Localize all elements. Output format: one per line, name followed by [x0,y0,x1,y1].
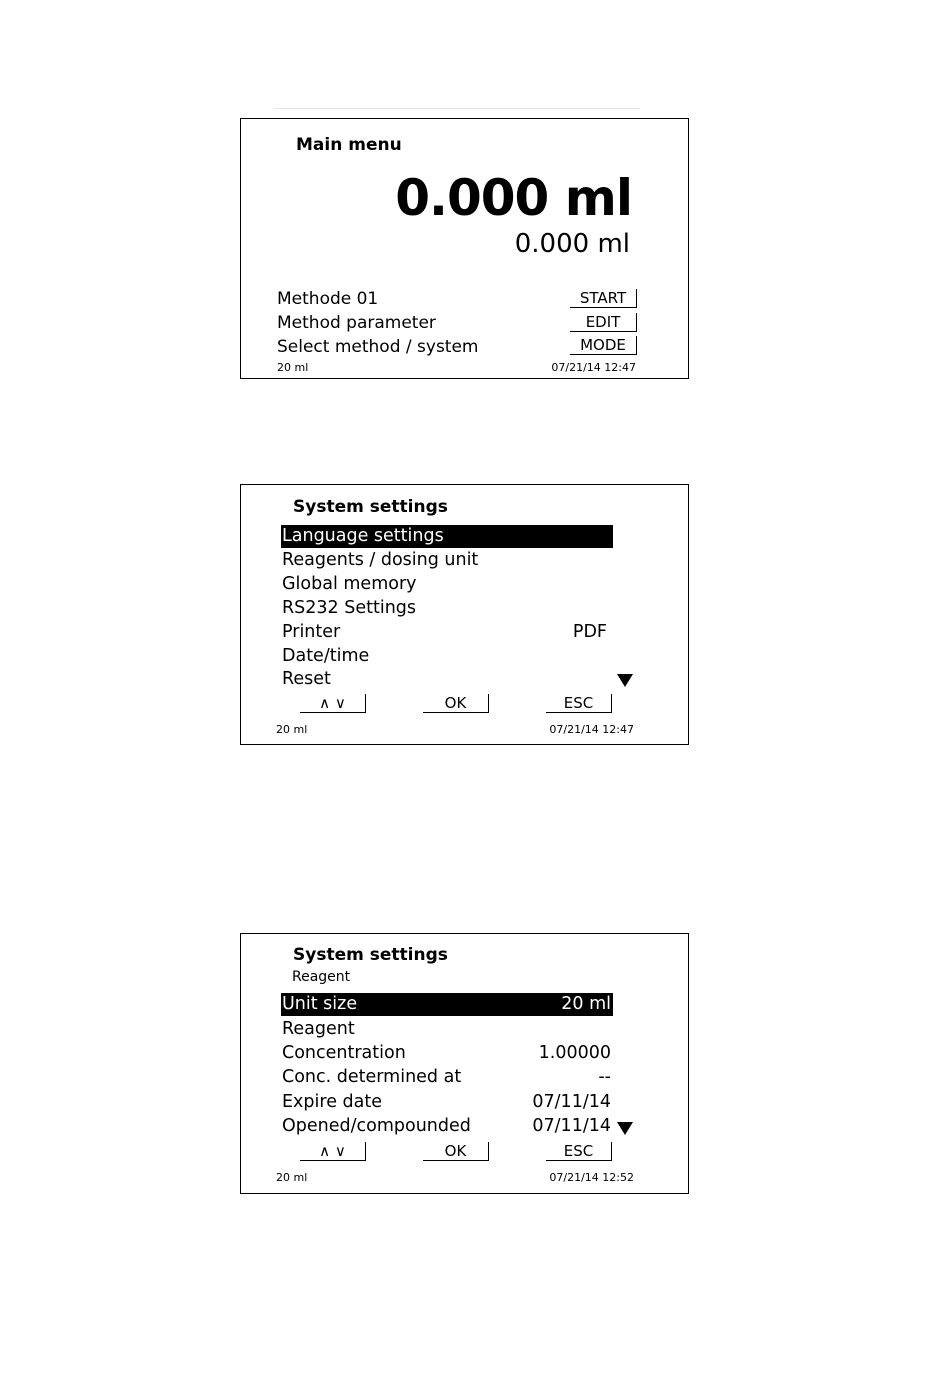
edit-button[interactable]: EDIT [570,313,637,332]
reagent-settings-screen [240,933,689,1194]
esc-button[interactable]: ESC [546,1142,612,1161]
menu-item-expire-date[interactable]: Expire date 07/11/14 [282,1092,611,1112]
opened-compounded-value: 07/11/14 [532,1116,611,1136]
dosed-volume-display: 0.000 ml [395,169,632,227]
screen-title: Main menu [296,135,402,155]
screen-title: System settings [293,497,448,517]
unit-size-indicator: 20 ml [277,361,309,374]
page-divider [274,108,640,109]
screen-subtitle: Reagent [292,969,351,985]
mode-button[interactable]: MODE [570,336,637,355]
scroll-down-icon [617,1122,633,1135]
menu-item-conc-determined[interactable]: Conc. determined at -- [282,1067,611,1087]
menu-item-reagent[interactable]: Reagent [282,1019,355,1039]
unit-size-indicator: 20 ml [276,723,308,736]
concentration-value: 1.00000 [538,1043,611,1063]
esc-button[interactable]: ESC [546,694,612,713]
select-method-label: Select method / system [277,337,479,357]
menu-item-opened-compounded[interactable]: Opened/compounded 07/11/14 [282,1116,611,1136]
menu-item-unit-size[interactable]: Unit size 20 ml [282,994,611,1014]
menu-item-global-memory[interactable]: Global memory [282,574,417,594]
conc-determined-value: -- [598,1067,611,1087]
system-settings-screen [240,484,689,745]
menu-item-rs232-settings[interactable]: RS232 Settings [282,598,417,618]
method-parameter-label: Method parameter [277,313,436,333]
menu-item-reset[interactable]: Reset [282,669,331,689]
screen-title: System settings [293,945,448,965]
up-down-button[interactable]: ∧ ∨ [300,1142,366,1161]
menu-item-reagents[interactable]: Reagents / dosing unit [282,550,479,570]
datetime-display: 07/21/14 12:47 [549,723,634,736]
unit-size-value: 20 ml [561,994,611,1014]
start-button[interactable]: START [570,289,637,308]
printer-value: PDF [572,622,607,642]
menu-item-date-time[interactable]: Date/time [282,646,370,666]
scroll-down-icon [617,674,633,687]
up-down-button[interactable]: ∧ ∨ [300,694,366,713]
main-menu-screen [240,118,689,379]
unit-size-indicator: 20 ml [276,1171,308,1184]
menu-item-language-settings[interactable]: Language settings [281,525,613,548]
secondary-volume-display: 0.000 ml [514,229,630,259]
datetime-display: 07/21/14 12:52 [549,1171,634,1184]
menu-item-printer[interactable]: Printer PDF [282,622,607,642]
ok-button[interactable]: OK [423,694,489,713]
menu-item-concentration[interactable]: Concentration 1.00000 [282,1043,611,1063]
method-name: Methode 01 [277,289,379,309]
ok-button[interactable]: OK [423,1142,489,1161]
expire-date-value: 07/11/14 [532,1092,611,1112]
datetime-display: 07/21/14 12:47 [551,361,636,374]
